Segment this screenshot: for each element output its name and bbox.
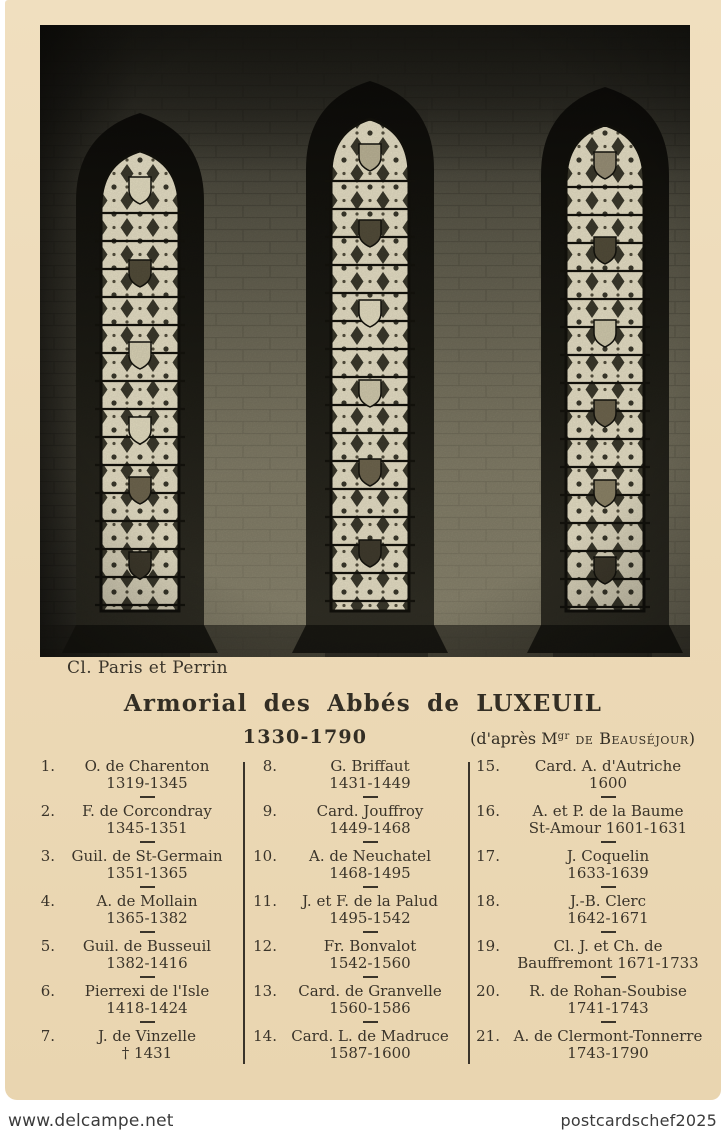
entry-name: Card. de Granvelle — [298, 982, 442, 1000]
entry-name: A. et P. de la Baume — [532, 802, 684, 820]
entry-number: 11. — [253, 892, 277, 910]
entry-separator — [140, 976, 155, 978]
abbot-entry — [28, 848, 242, 881]
abbot-entry — [28, 893, 242, 926]
entry-dates: St-Amour 1601-1631 — [528, 819, 688, 837]
entry-name: Fr. Bonvalot — [323, 937, 417, 955]
entry-dates: † 1431 — [121, 1044, 173, 1062]
scan-bottom-strip — [0, 1100, 721, 1132]
entry-separator — [363, 841, 378, 843]
entry-dates: 1468-1495 — [329, 864, 411, 882]
entry-dates: 1633-1639 — [567, 864, 649, 882]
abbot-entry — [250, 938, 466, 971]
entry-separator — [363, 976, 378, 978]
entry-name: Pierrexi de l'Isle — [84, 982, 210, 1000]
entry-name: Guil. de Busseuil — [82, 937, 212, 955]
abbots-list — [5, 754, 721, 1084]
attribution-close: ) — [688, 729, 695, 748]
abbots-column-1 — [28, 758, 242, 1061]
subtitle-row — [5, 726, 721, 752]
stained-glass-windows-photo — [40, 25, 690, 657]
entry-dates: 1319-1345 — [106, 774, 188, 792]
abbot-entry — [473, 938, 719, 971]
abbot-entry — [250, 1028, 466, 1061]
entry-name: Guil. de St-Germain — [71, 847, 223, 865]
entry-name: J. et F. de la Palud — [302, 892, 438, 910]
abbot-entry — [473, 1028, 719, 1061]
abbot-entry — [28, 983, 242, 1016]
entry-number: 2. — [40, 802, 55, 820]
entry-number: 13. — [253, 982, 277, 1000]
abbot-entry — [473, 983, 719, 1016]
period-range: 1330-1790 — [242, 726, 368, 748]
entry-number: 16. — [476, 802, 500, 820]
abbot-entry — [28, 758, 242, 791]
abbot-entry — [250, 893, 466, 926]
entry-dates: 1741-1743 — [567, 999, 649, 1017]
entry-dates: 1431-1449 — [329, 774, 411, 792]
watermark-left: www.delcampe.net — [8, 1111, 174, 1131]
entry-name: Card. A. d'Autriche — [534, 757, 682, 775]
abbot-entry — [250, 983, 466, 1016]
entry-dates: 1495-1542 — [329, 909, 411, 927]
entry-separator — [363, 1021, 378, 1023]
entry-separator — [601, 886, 616, 888]
entry-number: 9. — [262, 802, 277, 820]
window-photo-graphic — [40, 25, 690, 657]
attribution-pre: (d'après M — [470, 729, 558, 748]
entry-name: Cl. J. et Ch. de — [553, 937, 663, 955]
entry-separator — [601, 1021, 616, 1023]
entry-number: 4. — [40, 892, 55, 910]
entry-dates: 1560-1586 — [329, 999, 411, 1017]
entry-number: 6. — [40, 982, 55, 1000]
entry-dates: 1600 — [588, 774, 628, 792]
column-divider — [243, 762, 245, 1064]
entry-number: 15. — [476, 757, 500, 775]
entry-separator — [140, 841, 155, 843]
entry-dates: 1365-1382 — [106, 909, 188, 927]
abbot-entry — [28, 803, 242, 836]
abbot-entry — [250, 803, 466, 836]
abbot-entry — [28, 938, 242, 971]
entry-name: A. de Mollain — [96, 892, 198, 910]
abbot-entry — [28, 1028, 242, 1061]
entry-dates: Bauffremont 1671-1733 — [517, 954, 699, 972]
entry-number: 3. — [40, 847, 55, 865]
entry-separator — [601, 976, 616, 978]
entry-name: A. de Clermont-Tonnerre — [513, 1027, 703, 1045]
attribution-sup: gr — [557, 731, 570, 742]
entry-dates: 1418-1424 — [106, 999, 188, 1017]
entry-separator — [601, 931, 616, 933]
entry-dates: 1449-1468 — [329, 819, 411, 837]
abbot-entry — [473, 803, 719, 836]
attribution — [470, 729, 695, 748]
entry-separator — [601, 796, 616, 798]
entry-separator — [140, 1021, 155, 1023]
entry-separator — [140, 886, 155, 888]
postcard — [5, 0, 721, 1100]
abbots-column-2 — [250, 758, 466, 1061]
entry-name: J. de Vinzelle — [98, 1027, 196, 1045]
entry-number: 1. — [40, 757, 55, 775]
entry-separator — [140, 796, 155, 798]
entry-name: R. de Rohan-Soubise — [529, 982, 687, 1000]
attribution-smallcaps: de Beauséjour — [569, 729, 689, 748]
entry-number: 14. — [253, 1027, 277, 1045]
entry-number: 17. — [476, 847, 500, 865]
entry-number: 10. — [253, 847, 277, 865]
abbots-column-3 — [473, 758, 719, 1061]
abbot-entry — [473, 848, 719, 881]
abbot-entry — [250, 758, 466, 791]
entry-separator — [363, 931, 378, 933]
entry-dates: 1382-1416 — [106, 954, 188, 972]
entry-separator — [363, 886, 378, 888]
entry-dates: 1542-1560 — [329, 954, 411, 972]
entry-number: 12. — [253, 937, 277, 955]
page-title: Armorial des Abbés de LUXEUIL — [123, 690, 603, 717]
entry-separator — [601, 841, 616, 843]
column-divider — [468, 762, 470, 1064]
entry-name: J.-B. Clerc — [570, 892, 646, 910]
abbot-entry — [250, 848, 466, 881]
entry-name: F. de Corcondray — [82, 802, 212, 820]
entry-dates: 1642-1671 — [567, 909, 649, 927]
entry-name: J. Coquelin — [566, 847, 650, 865]
entry-number: 21. — [476, 1027, 500, 1045]
entry-number: 7. — [40, 1027, 55, 1045]
photo-caption: Cl. Paris et Perrin — [67, 658, 229, 678]
abbot-entry — [473, 893, 719, 926]
entry-number: 20. — [476, 982, 500, 1000]
entry-dates: 1345-1351 — [106, 819, 188, 837]
entry-dates: 1587-1600 — [329, 1044, 411, 1062]
entry-name: A. de Neuchatel — [309, 847, 431, 865]
entry-number: 18. — [476, 892, 500, 910]
entry-name: O. de Charenton — [84, 757, 210, 775]
entry-number: 19. — [476, 937, 500, 955]
entry-dates: 1743-1790 — [567, 1044, 649, 1062]
entry-separator — [140, 931, 155, 933]
entry-name: G. Briffaut — [330, 757, 410, 775]
watermark-right: postcardschef2025 — [560, 1111, 717, 1130]
entry-number: 8. — [262, 757, 277, 775]
entry-name: Card. L. de Madruce — [291, 1027, 449, 1045]
entry-name: Card. Jouffroy — [316, 802, 424, 820]
entry-number: 5. — [40, 937, 55, 955]
entry-dates: 1351-1365 — [106, 864, 188, 882]
abbot-entry — [473, 758, 719, 791]
entry-separator — [363, 796, 378, 798]
